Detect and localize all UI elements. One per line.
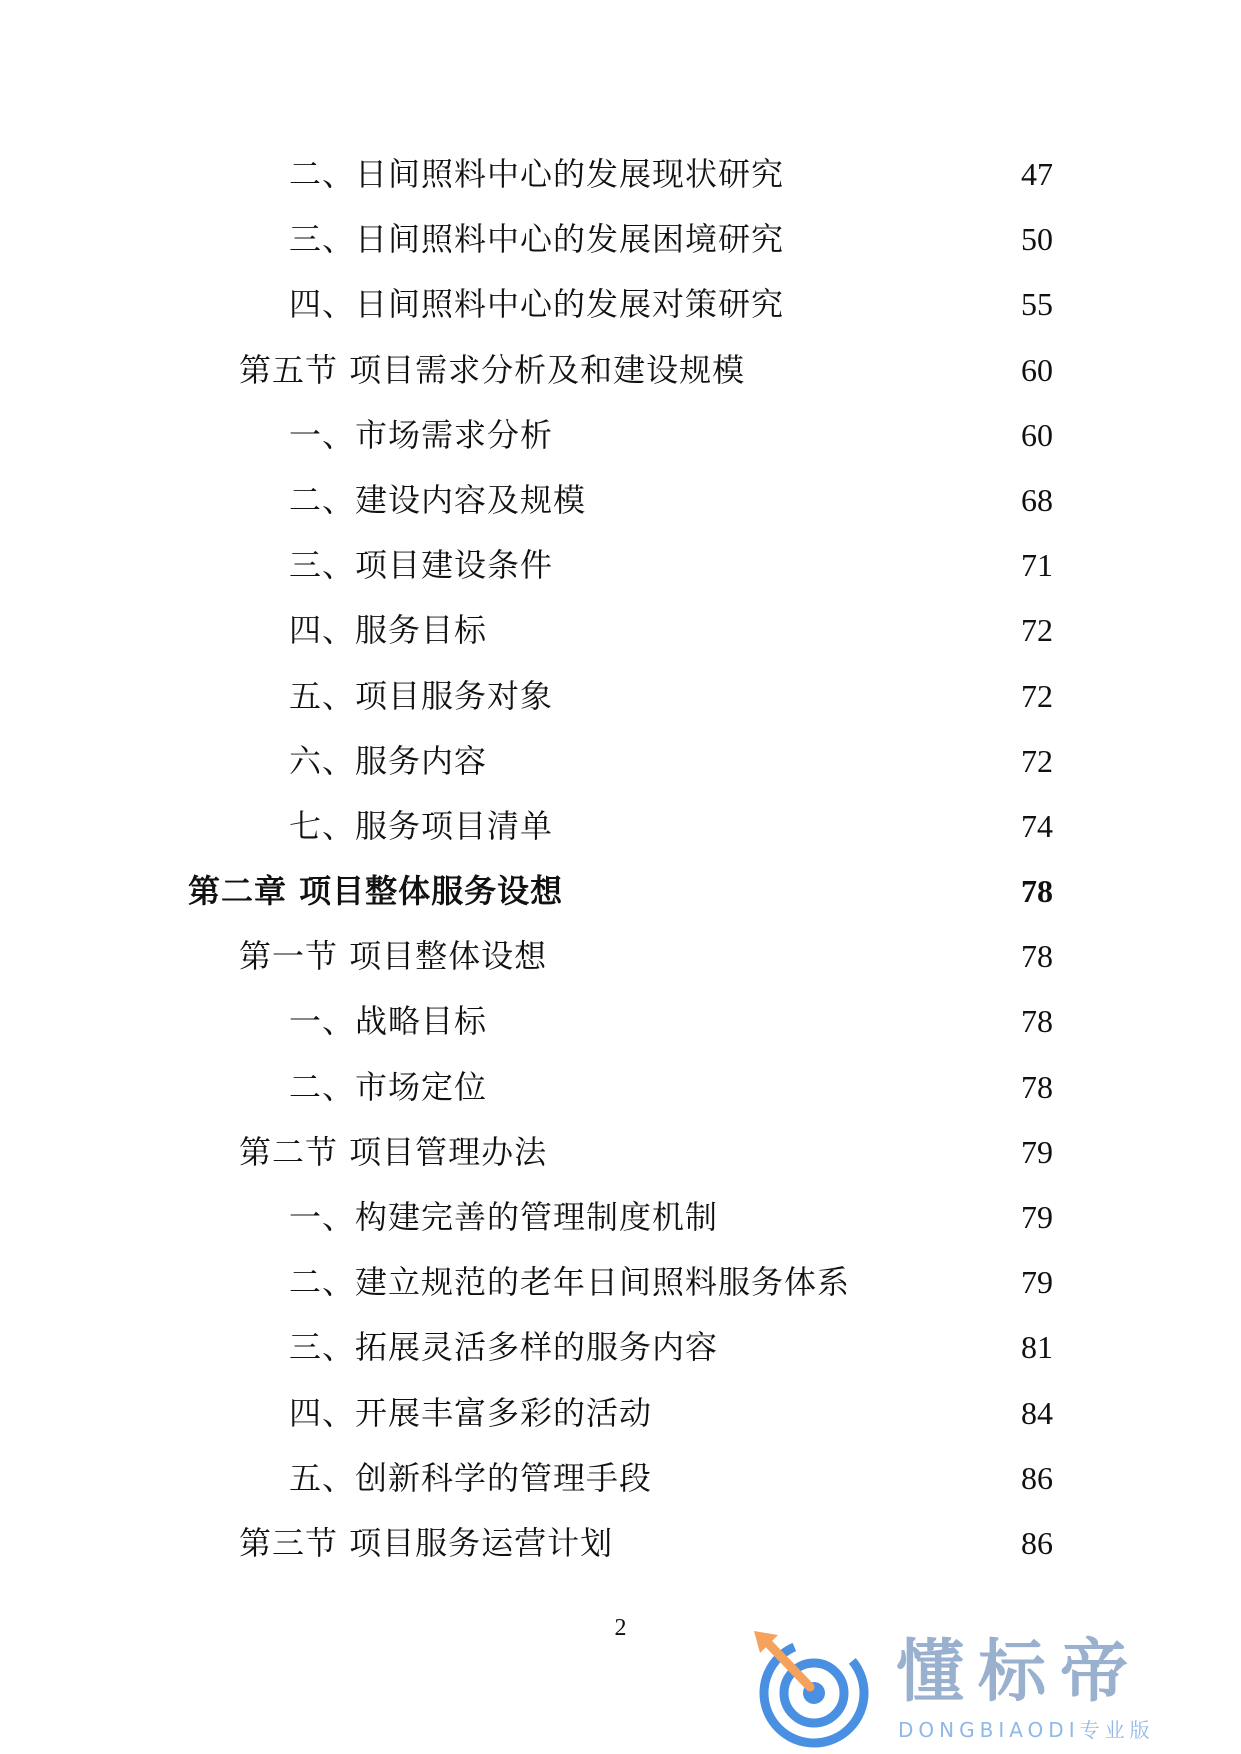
toc-subsection-entry [0,1459,1241,1524]
toc-entry-page-number: 84 [1021,1394,1053,1431]
toc-entry-page-number: 78 [1021,1003,1053,1040]
toc-entry-title: 第二节 项目管理办法 [239,1132,548,1171]
toc-subsection-entry [0,1263,1241,1328]
toc-entry-title: 一、战略目标 [289,1002,488,1041]
toc-entry-page-number: 60 [1021,351,1053,388]
toc-entry-title: 四、服务目标 [289,611,488,650]
watermark-brand-name: 懂标帝 [896,1633,1143,1712]
toc-entry-title: 二、日间照料中心的发展现状研究 [289,155,785,193]
page-number: 2 [614,1615,627,1641]
toc-entry-title: 第三节 项目服务运营计划 [239,1523,614,1562]
toc-entry-page-number: 72 [1021,677,1053,714]
toc-section-entry [0,351,1241,416]
toc-subsection-entry [0,1198,1241,1263]
toc-subsection-entry [0,1002,1241,1067]
toc-subsection-entry [0,1068,1241,1133]
toc-entry-page-number: 79 [1021,1133,1053,1170]
toc-subsection-entry [0,546,1241,611]
toc-subsection-entry [0,481,1241,546]
toc-entry-title: 二、建设内容及规模 [289,480,587,519]
toc-chapter-entry [0,872,1241,937]
toc-entry-page-number: 78 [1021,1068,1053,1105]
toc-entry-title: 三、项目建设条件 [289,546,554,585]
toc-subsection-entry [0,677,1241,742]
toc-entry-title: 四、开展丰富多彩的活动 [289,1393,653,1432]
toc-entry-title: 三、日间照料中心的发展困境研究 [289,220,785,259]
toc-entry-title: 四、日间照料中心的发展对策研究 [289,285,785,324]
toc-entry-title: 五、项目服务对象 [289,676,554,715]
target-arrow-icon [748,1625,874,1751]
toc-entry-page-number: 74 [1021,807,1053,844]
toc-subsection-entry [0,220,1241,285]
toc-subsection-entry [0,807,1241,872]
toc-entry-page-number: 79 [1021,1264,1053,1301]
toc-entry-title: 二、建立规范的老年日间照料服务体系 [289,1263,851,1302]
toc-subsection-entry [0,1394,1241,1459]
toc-subsection-entry [0,416,1241,481]
toc-entry-page-number: 50 [1021,221,1053,258]
toc-entry-page-number: 78 [1021,873,1053,910]
watermark-brand-subtitle: DONGBIAODI专业版 [898,1718,1155,1742]
toc-subsection-entry [0,285,1241,350]
toc-entry-title: 六、服务内容 [289,741,488,780]
toc-entry-page-number: 86 [1021,1524,1053,1561]
toc-section-entry [0,937,1241,1002]
toc-entry-title: 第二章 项目整体服务设想 [188,872,564,911]
toc-entry-title: 一、市场需求分析 [289,415,554,454]
toc-subsection-entry [0,1328,1241,1393]
toc-list [0,155,1241,1589]
toc-entry-page-number: 86 [1021,1459,1053,1496]
toc-entry-page-number: 81 [1021,1329,1053,1366]
toc-section-entry [0,1524,1241,1589]
toc-entry-page-number: 68 [1021,481,1053,518]
toc-entry-page-number: 72 [1021,742,1053,779]
toc-subsection-entry [0,742,1241,807]
toc-entry-page-number: 60 [1021,416,1053,453]
toc-entry-title: 三、拓展灵活多样的服务内容 [289,1328,719,1367]
toc-entry-page-number: 72 [1021,612,1053,649]
toc-subsection-entry [0,611,1241,676]
toc-entry-title: 二、市场定位 [289,1067,488,1106]
toc-entry-page-number: 79 [1021,1199,1053,1235]
toc-section-entry [0,1133,1241,1198]
toc-entry-page-number: 55 [1021,286,1053,323]
toc-entry-title: 七、服务项目清单 [289,806,554,845]
toc-entry-title: 五、创新科学的管理手段 [289,1458,653,1497]
toc-entry-page-number: 71 [1021,547,1053,584]
toc-subsection-entry [0,155,1241,220]
watermark [748,1625,1228,1751]
toc-entry-page-number: 78 [1021,938,1053,975]
toc-entry-page-number: 47 [1021,156,1053,192]
toc-entry-title: 第一节 项目整体设想 [239,937,548,976]
toc-entry-title: 一、构建完善的管理制度机制 [289,1198,719,1236]
toc-entry-title: 第五节 项目需求分析及和建设规模 [239,350,746,389]
